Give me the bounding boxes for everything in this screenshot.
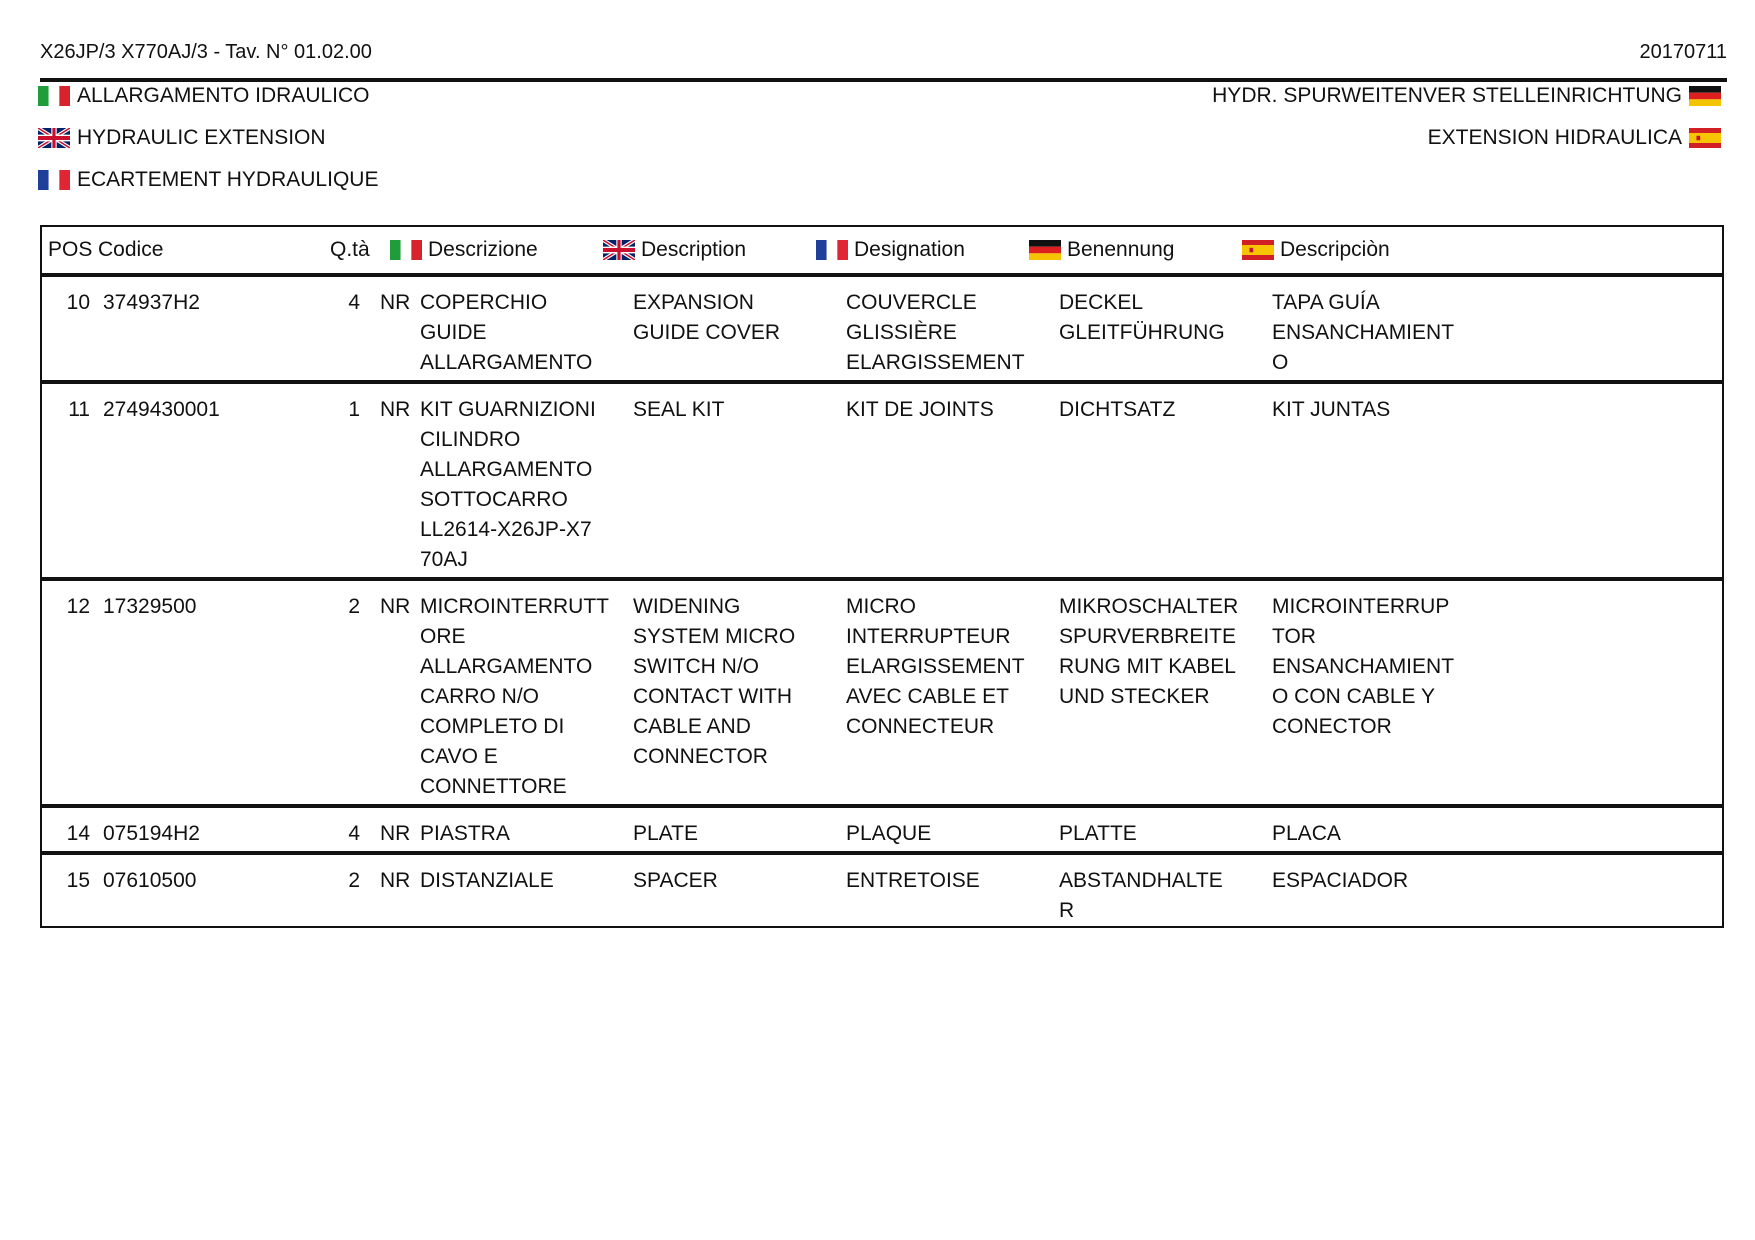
header-desc-fr bbox=[816, 235, 1029, 265]
cell-desc-line: O CON CABLE Y bbox=[1272, 685, 1435, 708]
cell-desc-line: PIASTRA bbox=[420, 822, 510, 845]
cell-pos: 12 bbox=[66, 595, 90, 618]
table-body bbox=[42, 277, 1722, 926]
cell-unit: NR bbox=[380, 822, 411, 845]
uk-flag-icon bbox=[38, 128, 70, 148]
cell-desc-line: PLATE bbox=[633, 822, 698, 845]
cell-qty: 2 bbox=[348, 869, 360, 892]
cell-desc-es bbox=[1272, 866, 1485, 896]
cell-desc-it bbox=[420, 288, 633, 378]
cell-desc-line: PLAQUE bbox=[846, 822, 932, 845]
cell-code: 07610500 bbox=[103, 869, 197, 892]
title-fr-text: ECARTEMENT HYDRAULIQUE bbox=[77, 168, 379, 191]
cell-desc-line: KIT GUARNIZIONI bbox=[420, 398, 596, 421]
cell-desc-line: GLISSIÈRE bbox=[846, 321, 957, 344]
cell-desc-line: PLATTE bbox=[1059, 822, 1137, 845]
cell-desc-it bbox=[420, 592, 633, 802]
cell-qty: 2 bbox=[348, 595, 360, 618]
cell-desc-line: LL2614-X26JP-X7 bbox=[420, 518, 592, 541]
table-header-row bbox=[42, 227, 1722, 277]
multilingual-titles bbox=[38, 84, 1721, 204]
document-date: 20170711 bbox=[1639, 41, 1727, 63]
cell-desc-de bbox=[1059, 819, 1272, 849]
cell-desc-line: DICHTSATZ bbox=[1059, 398, 1176, 421]
table-row bbox=[42, 277, 1722, 380]
cell-desc-line: CABLE AND bbox=[633, 715, 751, 738]
header-desc-en bbox=[603, 235, 816, 265]
cell-unit: NR bbox=[380, 398, 411, 421]
cell-pos: 11 bbox=[68, 398, 90, 421]
cell-desc-es bbox=[1272, 819, 1485, 849]
cell-desc-line: GUIDE COVER bbox=[633, 321, 781, 344]
germany-flag-icon bbox=[1689, 86, 1721, 106]
cell-desc-line: CAVO E bbox=[420, 745, 498, 768]
cell-desc-it bbox=[420, 819, 633, 849]
cell-desc-line: MICROINTERRUTT bbox=[420, 595, 609, 618]
cell-desc-line: EXPANSION bbox=[633, 291, 754, 314]
title-es-text: EXTENSION HIDRAULICA bbox=[1427, 126, 1682, 149]
cell-desc-es bbox=[1272, 592, 1485, 742]
cell-qty: 4 bbox=[348, 291, 360, 314]
table-row bbox=[42, 380, 1722, 577]
cell-desc-line: RUNG MIT KABEL bbox=[1059, 655, 1236, 678]
cell-unit: NR bbox=[380, 291, 411, 314]
cell-desc-de bbox=[1059, 866, 1272, 926]
cell-desc-fr bbox=[846, 866, 1059, 896]
header-desc-de bbox=[1029, 235, 1242, 265]
cell-desc-line: ORE bbox=[420, 625, 466, 648]
spain-flag-icon bbox=[1689, 128, 1721, 148]
italy-flag-icon bbox=[390, 240, 422, 260]
cell-desc-line: SOTTOCARRO bbox=[420, 488, 568, 511]
cell-desc-line: CONNECTOR bbox=[633, 745, 768, 768]
cell-desc-line: GLEITFÜHRUNG bbox=[1059, 321, 1225, 344]
table-row bbox=[42, 577, 1722, 804]
cell-desc-en bbox=[633, 395, 846, 425]
cell-desc-line: O bbox=[1272, 351, 1289, 374]
header-desc-fr-label: Designation bbox=[854, 238, 965, 261]
cell-unit: NR bbox=[380, 869, 411, 892]
header-desc-es bbox=[1242, 235, 1455, 265]
title-it-text: ALLARGAMENTO IDRAULICO bbox=[77, 84, 370, 107]
cell-desc-line: KIT DE JOINTS bbox=[846, 398, 994, 421]
cell-unit: NR bbox=[380, 595, 411, 618]
cell-qty: 4 bbox=[348, 822, 360, 845]
cell-desc-en bbox=[633, 288, 846, 348]
header-desc-it bbox=[390, 235, 603, 265]
cell-desc-line: CONNECTEUR bbox=[846, 715, 995, 738]
header-desc-es-label: Descripciòn bbox=[1280, 238, 1390, 261]
cell-desc-line: COMPLETO DI bbox=[420, 715, 565, 738]
title-de bbox=[1212, 84, 1721, 108]
cell-desc-fr bbox=[846, 288, 1059, 378]
cell-desc-it bbox=[420, 866, 633, 896]
cell-desc-line: CONNETTORE bbox=[420, 775, 567, 798]
cell-desc-line: WIDENING bbox=[633, 595, 741, 618]
cell-desc-line: CARRO N/O bbox=[420, 685, 540, 708]
cell-desc-line: INTERRUPTEUR bbox=[846, 625, 1011, 648]
cell-desc-line: DISTANZIALE bbox=[420, 869, 554, 892]
cell-desc-line: UND STECKER bbox=[1059, 685, 1210, 708]
cell-desc-de bbox=[1059, 592, 1272, 712]
cell-desc-line: PLACA bbox=[1272, 822, 1341, 845]
cell-desc-line: SPURVERBREITE bbox=[1059, 625, 1236, 648]
cell-desc-line: KIT JUNTAS bbox=[1272, 398, 1391, 421]
cell-desc-line: MICRO bbox=[846, 595, 916, 618]
cell-code: 17329500 bbox=[103, 595, 197, 618]
header-code: Codice bbox=[98, 238, 164, 261]
cell-desc-line: ESPACIADOR bbox=[1272, 869, 1409, 892]
cell-desc-fr bbox=[846, 592, 1059, 742]
title-en-text: HYDRAULIC EXTENSION bbox=[77, 126, 326, 149]
cell-desc-line: TAPA GUÍA bbox=[1272, 291, 1380, 314]
cell-code: 2749430001 bbox=[103, 398, 220, 421]
cell-desc-line: SEAL KIT bbox=[633, 398, 725, 421]
cell-desc-line: ENTRETOISE bbox=[846, 869, 980, 892]
cell-desc-line: CONECTOR bbox=[1272, 715, 1392, 738]
cell-qty: 1 bbox=[348, 398, 360, 421]
cell-desc-line: MIKROSCHALTER bbox=[1059, 595, 1239, 618]
title-de-text: HYDR. SPURWEITENVER STELLEINRICHTUNG bbox=[1212, 84, 1682, 107]
parts-table bbox=[40, 225, 1724, 928]
title-it bbox=[38, 84, 370, 108]
france-flag-icon bbox=[816, 240, 848, 260]
header-desc-de-label: Benennung bbox=[1067, 238, 1175, 261]
cell-desc-line: COUVERCLE bbox=[846, 291, 977, 314]
cell-desc-line: DECKEL bbox=[1059, 291, 1144, 314]
cell-desc-line: ALLARGAMENTO bbox=[420, 351, 593, 374]
cell-code: 075194H2 bbox=[103, 822, 200, 845]
germany-flag-icon bbox=[1029, 240, 1061, 260]
uk-flag-icon bbox=[603, 240, 635, 260]
cell-desc-line: R bbox=[1059, 899, 1075, 922]
cell-code: 374937H2 bbox=[103, 291, 200, 314]
cell-desc-line: TOR bbox=[1272, 625, 1316, 648]
document-header bbox=[40, 38, 1727, 82]
cell-desc-line: SWITCH N/O bbox=[633, 655, 759, 678]
header-qty: Q.tà bbox=[330, 238, 370, 261]
cell-desc-line: ALLARGAMENTO bbox=[420, 458, 593, 481]
italy-flag-icon bbox=[38, 86, 70, 106]
table-row bbox=[42, 851, 1722, 926]
cell-desc-line: AVEC CABLE ET bbox=[846, 685, 1009, 708]
cell-desc-line: ELARGISSEMENT bbox=[846, 351, 1025, 374]
cell-desc-line: ENSANCHAMIENT bbox=[1272, 321, 1455, 344]
cell-desc-line: COPERCHIO bbox=[420, 291, 548, 314]
cell-desc-fr bbox=[846, 819, 1059, 849]
document-reference: X26JP/3 X770AJ/3 - Tav. N° 01.02.00 bbox=[40, 41, 372, 63]
cell-desc-es bbox=[1272, 395, 1485, 425]
cell-desc-line: MICROINTERRUP bbox=[1272, 595, 1450, 618]
cell-desc-line: ALLARGAMENTO bbox=[420, 655, 593, 678]
cell-desc-line: ELARGISSEMENT bbox=[846, 655, 1025, 678]
cell-desc-line: ABSTANDHALTE bbox=[1059, 869, 1223, 892]
table-row bbox=[42, 804, 1722, 851]
cell-desc-line: CILINDRO bbox=[420, 428, 521, 451]
cell-pos: 14 bbox=[66, 822, 90, 845]
cell-desc-line: 70AJ bbox=[420, 548, 468, 571]
header-desc-en-label: Description bbox=[641, 238, 747, 261]
cell-desc-line: ENSANCHAMIENT bbox=[1272, 655, 1455, 678]
cell-desc-de bbox=[1059, 395, 1272, 425]
title-es bbox=[1428, 126, 1721, 150]
cell-desc-en bbox=[633, 866, 846, 896]
france-flag-icon bbox=[38, 170, 70, 190]
cell-desc-line: SYSTEM MICRO bbox=[633, 625, 796, 648]
spain-flag-icon bbox=[1242, 240, 1274, 260]
header-desc-it-label: Descrizione bbox=[428, 238, 538, 261]
title-en bbox=[38, 126, 326, 150]
cell-pos: 10 bbox=[66, 291, 90, 314]
cell-desc-line: CONTACT WITH bbox=[633, 685, 793, 708]
cell-desc-fr bbox=[846, 395, 1059, 425]
cell-pos: 15 bbox=[66, 869, 90, 892]
header-pos: POS bbox=[48, 238, 93, 261]
title-fr bbox=[38, 168, 378, 192]
cell-desc-es bbox=[1272, 288, 1485, 378]
cell-desc-de bbox=[1059, 288, 1272, 348]
cell-desc-en bbox=[633, 592, 846, 772]
cell-desc-line: SPACER bbox=[633, 869, 718, 892]
cell-desc-en bbox=[633, 819, 846, 849]
cell-desc-it bbox=[420, 395, 633, 575]
cell-desc-line: GUIDE bbox=[420, 321, 487, 344]
